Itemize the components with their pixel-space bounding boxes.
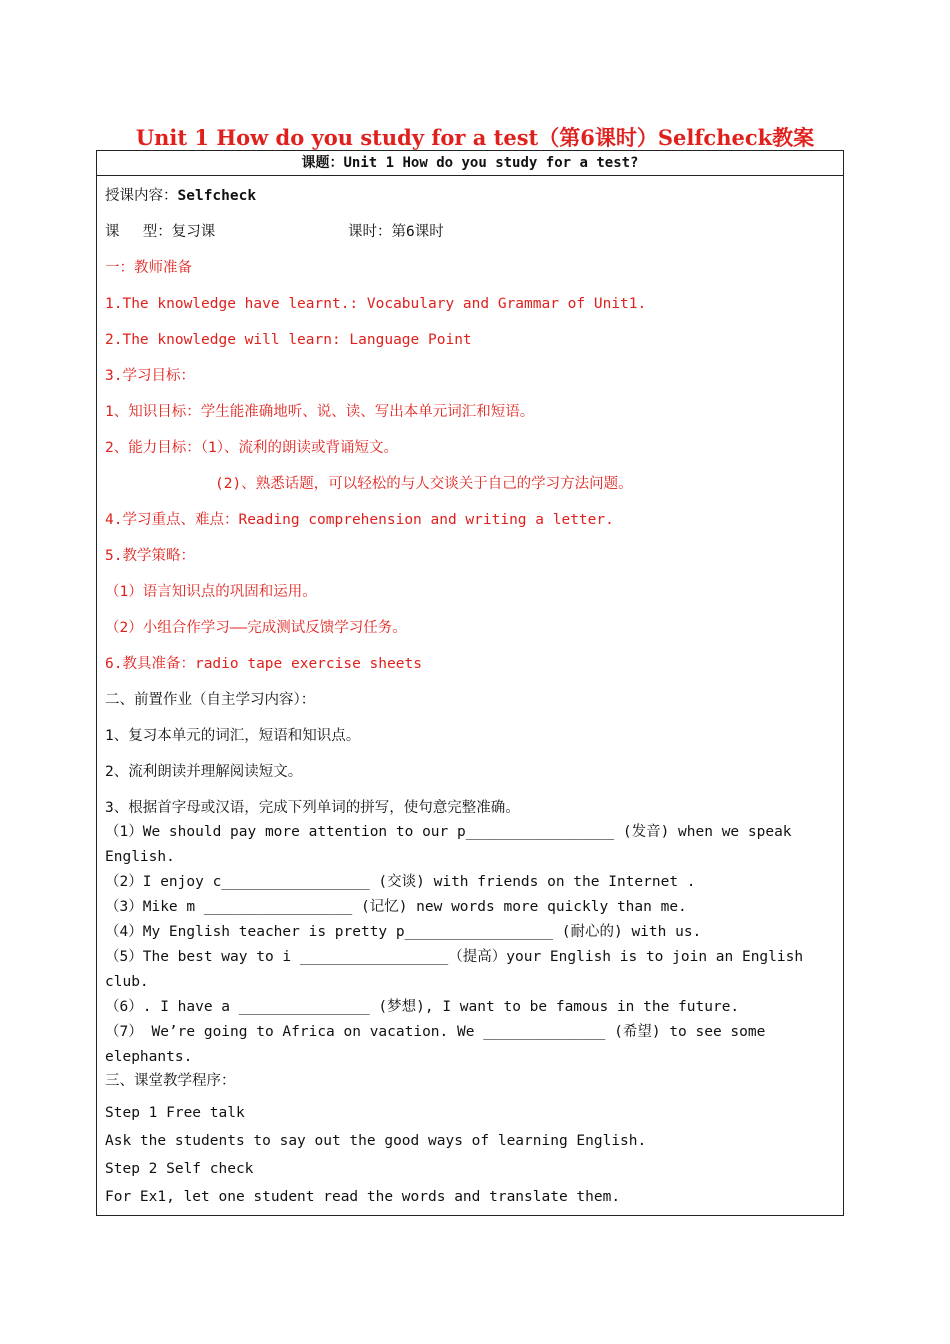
lesson-topic: 课题：Unit 1 How do you study for a test?: [301, 155, 639, 171]
content-value: Selfcheck: [177, 188, 257, 204]
content-line: [105, 186, 256, 206]
section-teacher-prep: 一：教师准备: [105, 260, 192, 276]
exercise-2: （2）I enjoy c_________________ (交谈) with friends on the Internet .: [105, 874, 696, 890]
step-1-detail: Ask the students to say out the good ways of learning English.: [105, 1133, 647, 1149]
exercise-6: （6）. I have a _______________ (梦想), I want to be famous in the future.: [105, 999, 740, 1015]
exercise-4: （4）My English teacher is pretty p_________________ (耐心的) with us.: [105, 924, 702, 940]
key-points: 4.学习重点、难点：Reading comprehension and writing a letter.: [105, 512, 614, 528]
exercise-3: （3）Mike m _________________ (记忆) new words more quickly than me.: [105, 899, 687, 915]
knowledge-learnt: 1.The knowledge have learnt.: Vocabulary and Grammar of Unit1.: [105, 296, 647, 312]
exercise-7-cont: elephants.: [105, 1049, 193, 1065]
exercise-1-cont: English.: [105, 849, 175, 865]
step-2-detail: For Ex1, let one student read the words and translate them.: [105, 1189, 621, 1205]
section-preview-homework: 二、前置作业（自主学习内容）：: [105, 692, 316, 708]
exercise-5-cont: club.: [105, 974, 149, 990]
homework-1: 1、复习本单元的词汇，短语和知识点。: [105, 728, 361, 744]
goal-knowledge: 1、知识目标：学生能准确地听、说、读、写出本单元词汇和短语。: [105, 404, 535, 420]
homework-3: 3、根据首字母或汉语，完成下列单词的拼写，使句意完整准确。: [105, 800, 520, 816]
strategy-2: （2）小组合作学习——完成测试反馈学习任务。: [105, 620, 407, 636]
type-line: 课 型：复习课: [105, 224, 216, 240]
content-label: 授课内容：: [105, 188, 178, 204]
exercise-1: （1）We should pay more attention to our p_________________ (发音) when we speak: [105, 824, 792, 840]
section-class-procedure: 三、课堂教学程序：: [105, 1073, 236, 1089]
exercise-7: （7） We’re going to Africa on vacation. We ______________ (希望) to see some: [105, 1024, 766, 1040]
exercise-5: （5）The best way to i _________________（提高）your English is to join an English: [105, 949, 804, 965]
knowledge-will-learn: 2.The knowledge will learn: Language Point: [105, 332, 472, 348]
goal-ability-2: (2)、熟悉话题，可以轻松的与人交谈关于自己的学习方法问题。: [215, 476, 633, 492]
step-2-title: Step 2 Self check: [105, 1161, 254, 1177]
teaching-aids: 6.教具准备：radio tape exercise sheets: [105, 656, 422, 672]
step-1-title: Step 1 Free talk: [105, 1105, 245, 1121]
goal-ability-1: 2、能力目标：（1）、流利的朗读或背诵短文。: [105, 440, 398, 456]
homework-2: 2、流利朗读并理解阅读短文。: [105, 764, 303, 780]
learning-goals-heading: 3.学习目标：: [105, 368, 195, 384]
period-line: 课时：第6课时: [348, 224, 444, 240]
strategy-heading: 5.教学策略：: [105, 548, 195, 564]
document-title: Unit 1 How do you study for a test（第6课时）Selfcheck教案: [135, 125, 815, 150]
header-divider: [96, 175, 844, 176]
strategy-1: （1）语言知识点的巩固和运用。: [105, 584, 317, 600]
